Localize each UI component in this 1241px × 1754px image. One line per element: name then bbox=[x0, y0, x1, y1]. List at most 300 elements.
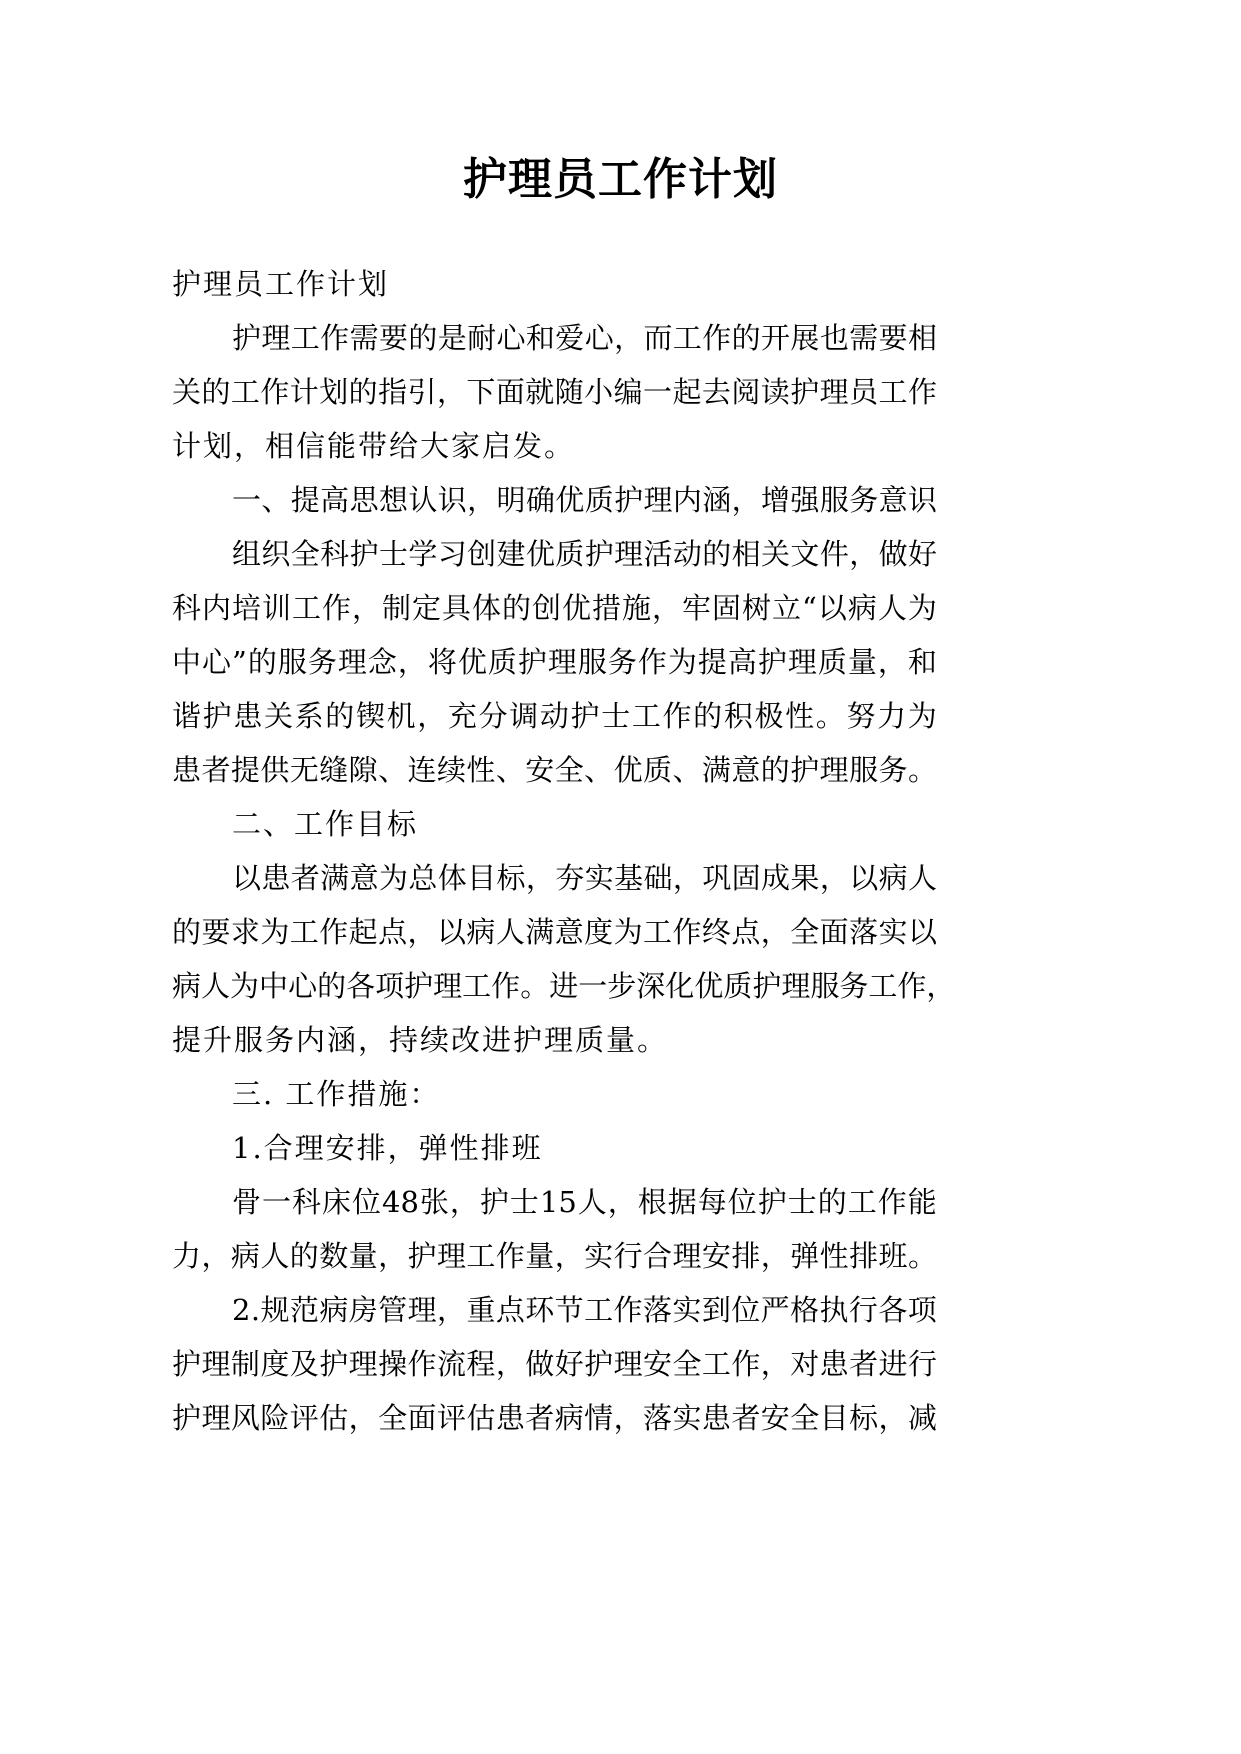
glyph: 指 bbox=[378, 375, 408, 409]
glyph: 作 bbox=[407, 1347, 437, 1381]
glyph: 好 bbox=[907, 537, 937, 571]
glyph: 据 bbox=[667, 1185, 697, 1219]
glyph: ， bbox=[614, 321, 644, 355]
glyph: 质 bbox=[723, 969, 753, 1003]
section-heading bbox=[232, 480, 937, 520]
glyph: 项 bbox=[375, 969, 405, 1003]
glyph: ， bbox=[397, 645, 427, 679]
glyph: 质 bbox=[487, 645, 517, 679]
glyph: ， bbox=[877, 645, 907, 679]
glyph: 务 bbox=[307, 645, 337, 679]
glyph: 为 bbox=[907, 699, 937, 733]
glyph: 求 bbox=[230, 915, 260, 949]
glyph: 工 bbox=[701, 1347, 731, 1381]
glyph: 的 bbox=[502, 591, 532, 625]
glyph: ” bbox=[232, 645, 247, 679]
glyph: 中 bbox=[172, 645, 202, 679]
glyph: 质 bbox=[643, 753, 673, 787]
glyph: 患 bbox=[495, 1401, 525, 1435]
glyph: 作 bbox=[319, 915, 349, 949]
glyph: 心 bbox=[584, 321, 614, 355]
glyph: 质 bbox=[817, 645, 847, 679]
glyph: 理 bbox=[433, 969, 463, 1003]
glyph: 实 bbox=[878, 915, 908, 949]
glyph: 安 bbox=[701, 1239, 731, 1273]
glyph: 识 bbox=[907, 483, 937, 517]
glyph: 护 bbox=[404, 969, 434, 1003]
glyph: 科 bbox=[320, 537, 350, 571]
glyph: 制 bbox=[382, 591, 412, 625]
glyph: 起 bbox=[672, 375, 702, 409]
glyph: 创 bbox=[532, 591, 562, 625]
glyph: 工 bbox=[292, 591, 322, 625]
glyph: 点 bbox=[495, 1293, 525, 1327]
glyph: 理 bbox=[819, 753, 849, 787]
glyph: 估 bbox=[319, 1401, 349, 1435]
document-title: 护理员工作计划 bbox=[463, 154, 778, 205]
glyph: 面 bbox=[819, 915, 849, 949]
glyph: 建 bbox=[496, 537, 526, 571]
glyph: 护 bbox=[202, 699, 232, 733]
body-line bbox=[232, 318, 937, 358]
glyph: 者 bbox=[849, 1347, 879, 1381]
glyph: 划 bbox=[319, 375, 349, 409]
glyph: 工 bbox=[584, 1293, 614, 1327]
glyph: 骨 bbox=[232, 1185, 262, 1219]
glyph: 涵 bbox=[702, 483, 732, 517]
glyph: ， bbox=[378, 1239, 408, 1273]
glyph: 增 bbox=[761, 483, 791, 517]
body-line bbox=[172, 1398, 937, 1438]
glyph: 度 bbox=[584, 915, 614, 949]
glyph: 2 bbox=[232, 1293, 251, 1327]
glyph: 一 bbox=[232, 483, 262, 517]
body-line bbox=[172, 372, 937, 412]
glyph: 步 bbox=[607, 969, 637, 1003]
glyph: 护 bbox=[752, 969, 782, 1003]
glyph: 人 bbox=[877, 591, 907, 625]
glyph: 的 bbox=[817, 1185, 847, 1219]
glyph: 以 bbox=[817, 591, 847, 625]
glyph: 化 bbox=[665, 969, 695, 1003]
glyph: 范 bbox=[289, 1293, 319, 1327]
glyph: 务 bbox=[878, 753, 908, 787]
glyph: 一 bbox=[262, 1185, 292, 1219]
body-line bbox=[232, 1290, 937, 1330]
glyph: 内 bbox=[672, 483, 702, 517]
body-line: 计划，相信能带给大家启发。 bbox=[172, 429, 576, 463]
glyph: 努 bbox=[846, 699, 876, 733]
glyph: 班 bbox=[878, 1239, 908, 1273]
glyph: ， bbox=[731, 483, 761, 517]
glyph: 高 bbox=[320, 483, 350, 517]
glyph: 质 bbox=[555, 537, 585, 571]
glyph: 48 bbox=[382, 1185, 419, 1219]
glyph: 位 bbox=[352, 1185, 382, 1219]
glyph: 全 bbox=[790, 1401, 820, 1435]
glyph: 理 bbox=[201, 1347, 231, 1381]
glyph: 关 bbox=[172, 375, 202, 409]
glyph: 量 bbox=[525, 1239, 555, 1273]
glyph: 施 bbox=[622, 591, 652, 625]
glyph: 者 bbox=[201, 753, 231, 787]
glyph: 织 bbox=[261, 537, 291, 571]
glyph: 和 bbox=[525, 321, 555, 355]
glyph: 安 bbox=[525, 753, 555, 787]
glyph: 作 bbox=[702, 321, 732, 355]
glyph: 优 bbox=[457, 645, 487, 679]
glyph: 行 bbox=[613, 1239, 643, 1273]
glyph: 面 bbox=[495, 375, 525, 409]
glyph: 、 bbox=[584, 753, 614, 787]
glyph: 也 bbox=[819, 321, 849, 355]
glyph: 深 bbox=[636, 969, 666, 1003]
glyph: ， bbox=[760, 1239, 790, 1273]
glyph: 件 bbox=[819, 537, 849, 571]
glyph: 服 bbox=[577, 645, 607, 679]
glyph: 者 bbox=[731, 1401, 761, 1435]
glyph: 各 bbox=[346, 969, 376, 1003]
glyph: ， bbox=[926, 969, 956, 1003]
glyph: 病 bbox=[319, 1293, 349, 1327]
glyph: 要 bbox=[878, 321, 908, 355]
glyph: 科 bbox=[292, 1185, 322, 1219]
glyph: 士 bbox=[787, 1185, 817, 1219]
glyph: 点 bbox=[731, 915, 761, 949]
glyph: 15 bbox=[539, 1185, 577, 1219]
glyph: 实 bbox=[584, 861, 614, 895]
body-line bbox=[172, 642, 937, 682]
glyph: 病 bbox=[878, 861, 908, 895]
glyph: ， bbox=[607, 1185, 637, 1219]
glyph: 患 bbox=[233, 699, 263, 733]
glyph: 护 bbox=[319, 1347, 349, 1381]
glyph: ， bbox=[760, 1347, 790, 1381]
glyph: 根 bbox=[637, 1185, 667, 1219]
glyph: 务 bbox=[849, 483, 879, 517]
glyph: 工 bbox=[466, 1239, 496, 1273]
glyph: 人 bbox=[907, 861, 937, 895]
glyph: 。 bbox=[520, 969, 550, 1003]
glyph: 培 bbox=[232, 591, 262, 625]
glyph: ， bbox=[407, 915, 437, 949]
glyph: 理 bbox=[547, 645, 577, 679]
glyph: 护 bbox=[570, 699, 600, 733]
glyph: 服 bbox=[849, 753, 879, 787]
glyph: 好 bbox=[554, 1347, 584, 1381]
glyph: 、 bbox=[261, 483, 291, 517]
glyph: 以 bbox=[849, 861, 879, 895]
glyph: 落 bbox=[643, 1401, 673, 1435]
glyph: 基 bbox=[614, 861, 644, 895]
glyph: 员 bbox=[849, 375, 879, 409]
glyph: 供 bbox=[260, 753, 290, 787]
glyph: 心 bbox=[288, 969, 318, 1003]
glyph: 的 bbox=[731, 321, 761, 355]
glyph: ， bbox=[525, 861, 555, 895]
glyph: 人 bbox=[577, 1185, 607, 1219]
glyph: 量 bbox=[847, 645, 877, 679]
glyph: 护 bbox=[790, 753, 820, 787]
body-line bbox=[232, 1182, 937, 1222]
glyph: 阅 bbox=[731, 375, 761, 409]
glyph: 目 bbox=[819, 1401, 849, 1435]
glyph: 总 bbox=[408, 861, 438, 895]
glyph: 作 bbox=[662, 699, 692, 733]
glyph: ， bbox=[449, 1185, 479, 1219]
glyph: 护 bbox=[349, 537, 379, 571]
glyph: 念 bbox=[367, 645, 397, 679]
glyph: 习 bbox=[437, 537, 467, 571]
body-line bbox=[172, 1344, 937, 1384]
glyph: ， bbox=[417, 699, 447, 733]
glyph: 作 bbox=[260, 375, 290, 409]
glyph: 务 bbox=[607, 645, 637, 679]
glyph: 工 bbox=[672, 321, 702, 355]
glyph: 心 bbox=[496, 321, 526, 355]
glyph: 优 bbox=[525, 537, 555, 571]
glyph: 工 bbox=[462, 969, 492, 1003]
glyph: 理 bbox=[787, 645, 817, 679]
glyph: 做 bbox=[525, 1347, 555, 1381]
glyph: 锲 bbox=[355, 699, 385, 733]
glyph: 制 bbox=[230, 1347, 260, 1381]
glyph: 病 bbox=[554, 1401, 584, 1435]
glyph: 作 bbox=[322, 591, 352, 625]
glyph: 引 bbox=[407, 375, 437, 409]
glyph: 的 bbox=[289, 1239, 319, 1273]
glyph: 意 bbox=[878, 483, 908, 517]
glyph: 减 bbox=[907, 1401, 937, 1435]
glyph: 规 bbox=[260, 1293, 290, 1327]
glyph: 满 bbox=[320, 861, 350, 895]
glyph: 进 bbox=[878, 1347, 908, 1381]
body-line bbox=[232, 534, 937, 574]
glyph: 护 bbox=[790, 375, 820, 409]
glyph: 树 bbox=[742, 591, 772, 625]
glyph: 、 bbox=[672, 753, 702, 787]
glyph: 人 bbox=[260, 1239, 290, 1273]
glyph: 强 bbox=[790, 483, 820, 517]
glyph: 者 bbox=[525, 1401, 555, 1435]
glyph: 作 bbox=[613, 1293, 643, 1327]
glyph: 计 bbox=[289, 375, 319, 409]
glyph: 力 bbox=[172, 1239, 202, 1273]
glyph: 性 bbox=[785, 699, 815, 733]
glyph: 将 bbox=[427, 645, 457, 679]
glyph: 护 bbox=[614, 483, 644, 517]
glyph: 工 bbox=[290, 321, 320, 355]
glyph: 提 bbox=[230, 753, 260, 787]
glyph: 组 bbox=[232, 537, 262, 571]
glyph: 的 bbox=[408, 321, 438, 355]
glyph: 管 bbox=[378, 1293, 408, 1327]
glyph: “ bbox=[802, 591, 817, 625]
glyph: 满 bbox=[701, 753, 731, 787]
glyph: 编 bbox=[613, 375, 643, 409]
glyph: 行 bbox=[848, 1293, 878, 1327]
glyph: 心 bbox=[202, 645, 232, 679]
glyph: 护 bbox=[584, 537, 614, 571]
glyph: 合 bbox=[643, 1239, 673, 1273]
glyph: 士 bbox=[378, 537, 408, 571]
glyph: 和 bbox=[907, 645, 937, 679]
glyph: 以 bbox=[907, 915, 937, 949]
glyph: 开 bbox=[761, 321, 791, 355]
glyph: 理 bbox=[819, 375, 849, 409]
glyph: ， bbox=[436, 375, 466, 409]
glyph: 工 bbox=[230, 375, 260, 409]
glyph: 理 bbox=[436, 1239, 466, 1273]
glyph: 的 bbox=[201, 375, 231, 409]
glyph: 性 bbox=[466, 753, 496, 787]
glyph: 工 bbox=[847, 1185, 877, 1219]
glyph: 理 bbox=[201, 1401, 231, 1435]
glyph: 作 bbox=[495, 1239, 525, 1273]
body-line: 提升服务内涵，持续改进护理质量。 bbox=[172, 1023, 669, 1057]
glyph: 要 bbox=[201, 915, 231, 949]
glyph: 理 bbox=[337, 645, 367, 679]
glyph: 护 bbox=[479, 1185, 509, 1219]
glyph: 患 bbox=[819, 1347, 849, 1381]
glyph: 量 bbox=[348, 1239, 378, 1273]
glyph: 工 bbox=[878, 375, 908, 409]
glyph: 要 bbox=[378, 321, 408, 355]
glyph: 动 bbox=[672, 537, 702, 571]
glyph: 识 bbox=[437, 483, 467, 517]
glyph: 每 bbox=[697, 1185, 727, 1219]
glyph: ， bbox=[819, 861, 849, 895]
glyph: 为 bbox=[230, 969, 260, 1003]
glyph: 病 bbox=[466, 915, 496, 949]
glyph: 需 bbox=[849, 321, 879, 355]
glyph: 质 bbox=[584, 483, 614, 517]
glyph: 全 bbox=[290, 537, 320, 571]
glyph: 护 bbox=[757, 1185, 787, 1219]
glyph: 的 bbox=[348, 375, 378, 409]
glyph: 相 bbox=[731, 537, 761, 571]
glyph: 的 bbox=[172, 915, 202, 949]
glyph: 展 bbox=[790, 321, 820, 355]
glyph: 士 bbox=[601, 699, 631, 733]
glyph: 作 bbox=[320, 321, 350, 355]
glyph: 务 bbox=[839, 969, 869, 1003]
glyph: 读 bbox=[760, 375, 790, 409]
glyph: 病 bbox=[172, 969, 202, 1003]
glyph: 优 bbox=[694, 969, 724, 1003]
glyph: 固 bbox=[712, 591, 742, 625]
glyph: 极 bbox=[754, 699, 784, 733]
glyph: ， bbox=[672, 861, 702, 895]
glyph: 去 bbox=[701, 375, 731, 409]
glyph: 成 bbox=[761, 861, 791, 895]
glyph: 为 bbox=[667, 645, 697, 679]
glyph: 项 bbox=[907, 1293, 937, 1327]
glyph: 训 bbox=[262, 591, 292, 625]
glyph: 弹 bbox=[790, 1239, 820, 1273]
body-line bbox=[172, 966, 956, 1006]
glyph: 定 bbox=[412, 591, 442, 625]
glyph: 护 bbox=[232, 321, 262, 355]
glyph: 下 bbox=[466, 375, 496, 409]
glyph: 体 bbox=[437, 861, 467, 895]
glyph: 患 bbox=[261, 861, 291, 895]
glyph: 、 bbox=[378, 753, 408, 787]
glyph: 护 bbox=[172, 1347, 202, 1381]
body-line bbox=[172, 1236, 937, 1276]
glyph: 起 bbox=[348, 915, 378, 949]
glyph: ， bbox=[495, 1347, 525, 1381]
glyph: 明 bbox=[496, 483, 526, 517]
glyph: 提 bbox=[697, 645, 727, 679]
glyph: 活 bbox=[643, 537, 673, 571]
glyph: 理 bbox=[261, 321, 291, 355]
glyph: 内 bbox=[202, 591, 232, 625]
glyph: 力 bbox=[877, 699, 907, 733]
glyph: 创 bbox=[467, 537, 497, 571]
glyph: 进 bbox=[549, 969, 579, 1003]
glyph: 风 bbox=[230, 1401, 260, 1435]
glyph: 张 bbox=[419, 1185, 449, 1219]
glyph: 性 bbox=[819, 1239, 849, 1273]
glyph: 作 bbox=[731, 1347, 761, 1381]
glyph: 全 bbox=[378, 1401, 408, 1435]
glyph: 满 bbox=[525, 915, 555, 949]
glyph: 理 bbox=[407, 1293, 437, 1327]
glyph: 固 bbox=[731, 861, 761, 895]
subsection-heading: 1.合理安排，弹性排班 bbox=[232, 1131, 543, 1165]
glyph: 病 bbox=[230, 1239, 260, 1273]
glyph: 格 bbox=[790, 1293, 820, 1327]
glyph: 安 bbox=[643, 1347, 673, 1381]
glyph: 评 bbox=[289, 1401, 319, 1435]
glyph: 工 bbox=[868, 969, 898, 1003]
glyph: 的 bbox=[760, 753, 790, 787]
glyph: 执 bbox=[819, 1293, 849, 1327]
glyph: 隙 bbox=[348, 753, 378, 787]
glyph: 理 bbox=[672, 1239, 702, 1273]
section-heading: 二、工作目标 bbox=[232, 807, 419, 841]
glyph: 者 bbox=[290, 861, 320, 895]
glyph: 作 bbox=[907, 375, 937, 409]
glyph: 以 bbox=[232, 861, 262, 895]
glyph: 充 bbox=[447, 699, 477, 733]
glyph: 中 bbox=[259, 969, 289, 1003]
glyph: 安 bbox=[760, 1401, 790, 1435]
glyph: 体 bbox=[472, 591, 502, 625]
glyph: 节 bbox=[554, 1293, 584, 1327]
glyph: 续 bbox=[436, 753, 466, 787]
glyph: 为 bbox=[907, 591, 937, 625]
glyph: 为 bbox=[613, 915, 643, 949]
glyph: 理 bbox=[613, 1347, 643, 1381]
glyph: 服 bbox=[819, 483, 849, 517]
glyph: 作 bbox=[897, 969, 927, 1003]
glyph: 护 bbox=[757, 645, 787, 679]
glyph: 服 bbox=[277, 645, 307, 679]
glyph: 落 bbox=[642, 1293, 672, 1327]
glyph: 人 bbox=[201, 969, 231, 1003]
glyph: 排 bbox=[731, 1239, 761, 1273]
glyph: 目 bbox=[467, 861, 497, 895]
glyph: 的 bbox=[317, 969, 347, 1003]
glyph: 行 bbox=[907, 1347, 937, 1381]
glyph: 动 bbox=[539, 699, 569, 733]
glyph: 机 bbox=[386, 699, 416, 733]
glyph: 全 bbox=[672, 1347, 702, 1381]
glyph: 及 bbox=[289, 1347, 319, 1381]
glyph: 需 bbox=[349, 321, 379, 355]
